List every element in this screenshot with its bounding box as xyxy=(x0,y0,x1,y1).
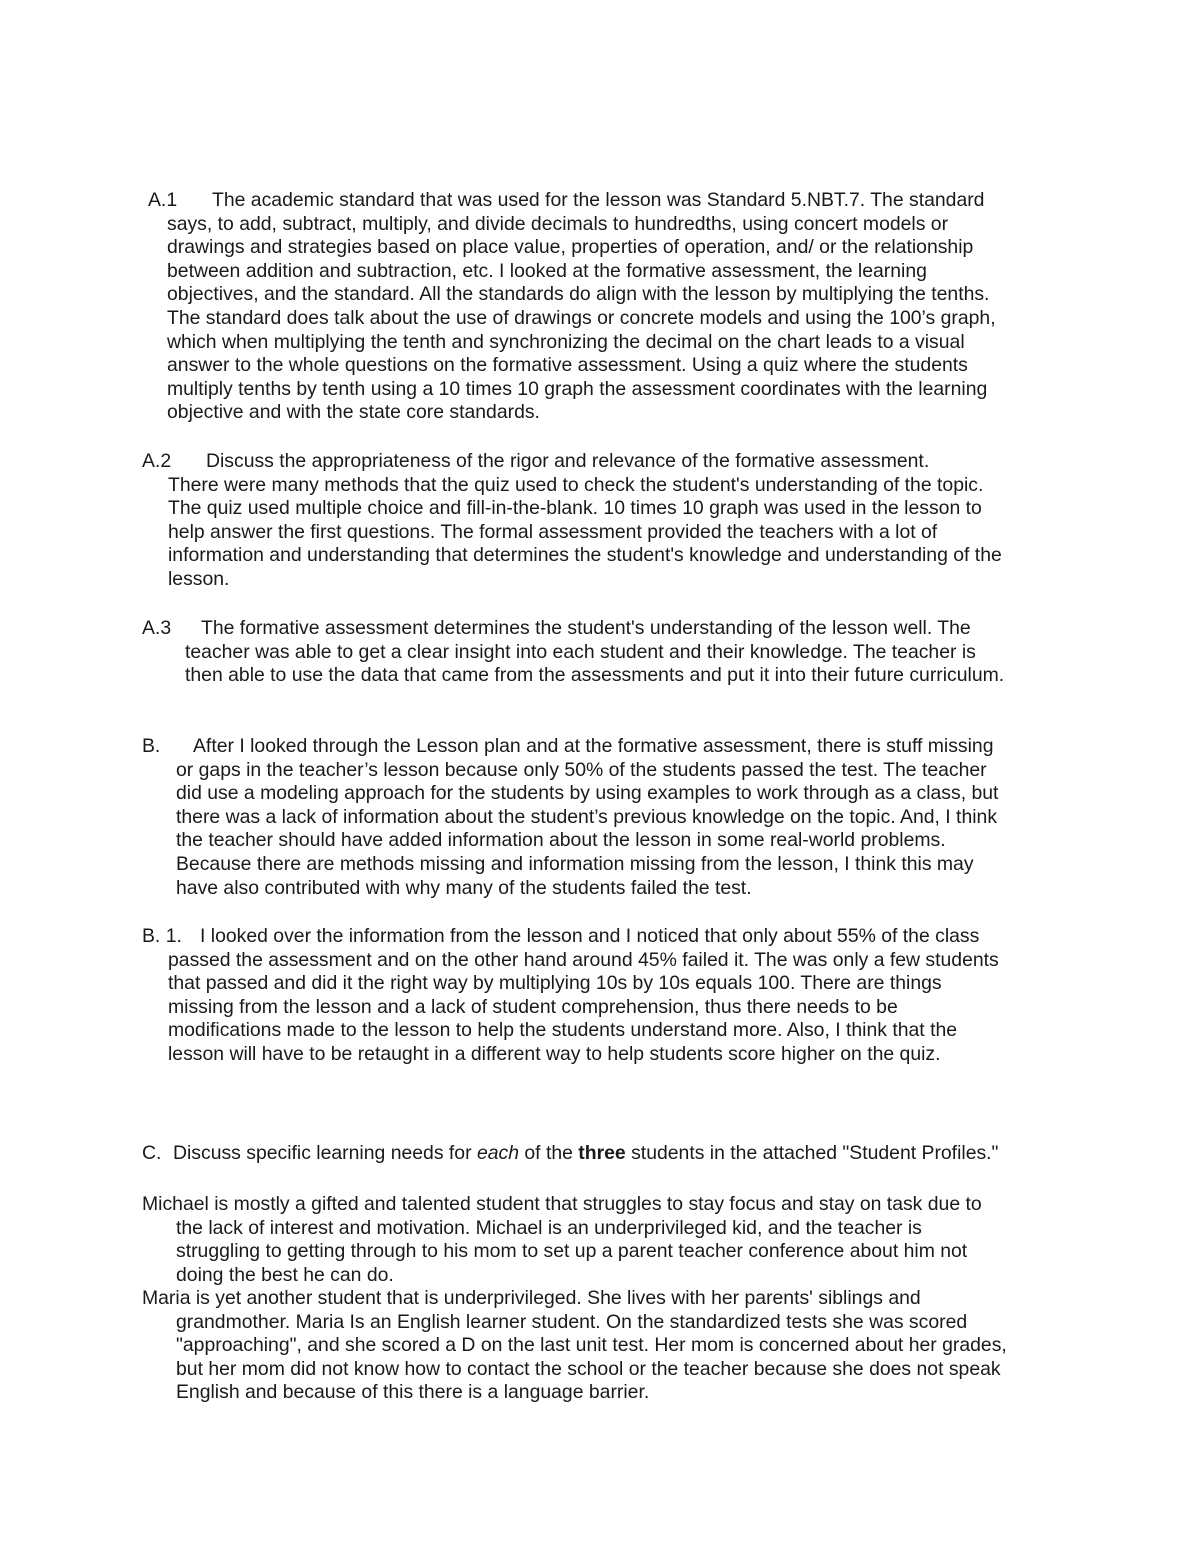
section-a2-line: help answer the first questions. The formal assessment provided the teachers with a lot of xyxy=(168,520,938,543)
section-b1-line: modifications made to the lesson to help the students understand more. Also, I think that the xyxy=(168,1019,958,1042)
section-c-label: C. xyxy=(142,1142,162,1164)
section-c-three: three xyxy=(578,1142,626,1164)
section-b1-line: that passed and did it the right way by multiplying 10s by 10s equals 100. There are things xyxy=(168,972,942,995)
section-a2-line: The quiz used multiple choice and fill-in-the-blank. 10 times 10 graph was used in the lesson to xyxy=(168,497,982,520)
section-a3 xyxy=(142,617,1004,688)
section-b xyxy=(142,735,998,900)
section-c-text-3: students in the attached "Student Profiles." xyxy=(625,1142,999,1164)
section-b-text: After I looked through the Lesson plan and at the formative assessment, there is stuff missing xyxy=(193,735,994,757)
section-b1-line: missing from the lesson and a lack of student comprehension, thus there needs to be xyxy=(168,995,898,1018)
section-a3-line: teacher was able to get a clear insight into each student and their knowledge. The teacher is xyxy=(185,640,976,663)
section-b1-line: passed the assessment and on the other hand around 45% failed it. The was only a few students xyxy=(168,948,999,971)
section-a3-line: then able to use the data that came from the assessments and put it into their future curriculum. xyxy=(185,664,1005,687)
section-b-line: did use a modeling approach for the students by using examples to work through as a class, but xyxy=(176,782,999,805)
section-a2-line-1 xyxy=(142,450,1002,474)
section-a3-line-1 xyxy=(142,617,1004,641)
section-a1-line-1 xyxy=(148,189,996,213)
section-a1-line: answer to the whole questions on the formative assessment. Using a quiz where the students xyxy=(167,354,968,377)
section-b-line: have also contributed with why many of the students failed the test. xyxy=(176,876,752,899)
section-a2-line: lesson. xyxy=(168,567,230,590)
section-a1-line: drawings and strategies based on place value, properties of operation, and/ or the relationship xyxy=(167,236,974,259)
student-michael-line: the lack of interest and motivation. Michael is an underprivileged kid, and the teacher is xyxy=(176,1216,922,1239)
section-b1-label: B. 1. xyxy=(142,925,182,947)
section-a2-label: A.2 xyxy=(142,450,172,472)
section-b1-text: I looked over the information from the lesson and I noticed that only about 55% of the class xyxy=(200,925,980,947)
student-maria xyxy=(142,1287,1007,1405)
section-a1-label: A.1 xyxy=(148,189,178,211)
section-c-text-1: Discuss specific learning needs for xyxy=(173,1142,477,1164)
student-michael-line: doing the best he can do. xyxy=(176,1263,394,1286)
section-b-label: B. xyxy=(142,735,161,757)
section-c-each: each xyxy=(476,1142,519,1164)
section-b-line: the teacher should have added information about the lesson in some real-world problems. xyxy=(176,829,946,852)
section-a1-line: says, to add, subtract, multiply, and divide decimals to hundredths, using concert models or xyxy=(167,212,949,235)
section-b-line: there was a lack of information about the student’s previous knowledge on the topic. And, I think xyxy=(176,805,998,828)
section-a1-line: which when multiplying the tenth and synchronizing the decimal on the chart leads to a visual xyxy=(167,330,965,353)
section-a1-line: The standard does talk about the use of drawings or concrete models and using the 100’s graph, xyxy=(167,306,996,329)
section-b-line: Because there are methods missing and information missing from the lesson, I think this may xyxy=(176,852,974,875)
section-a2-text: Discuss the appropriateness of the rigor and relevance of the formative assessment. xyxy=(206,450,930,472)
student-maria-line: but her mom did not know how to contact the school or the teacher because she does not speak xyxy=(176,1357,1001,1380)
section-b1-line: lesson will have to be retaught in a different way to help students score higher on the quiz. xyxy=(168,1042,941,1065)
section-a3-text: The formative assessment determines the student's understanding of the lesson well. The xyxy=(201,617,971,639)
section-c xyxy=(142,1142,998,1166)
student-michael xyxy=(142,1193,982,1287)
section-c-line xyxy=(142,1142,998,1166)
section-a1-line: objectives, and the standard. All the standards do align with the lesson by multiplying the tenths. xyxy=(167,283,990,306)
section-a1-text: The academic standard that was used for the lesson was Standard 5.NBT.7. The standard xyxy=(212,189,985,211)
section-a3-label: A.3 xyxy=(142,617,172,639)
student-michael-line: struggling to getting through to his mom to set up a parent teacher conference about him not xyxy=(176,1240,968,1263)
section-b-line: or gaps in the teacher’s lesson because only 50% of the students passed the test. The teacher xyxy=(176,758,987,781)
section-c-text-2: of the xyxy=(519,1142,579,1164)
section-a1-line: between addition and subtraction, etc. I looked at the formative assessment, the learning xyxy=(167,259,927,282)
section-a1-line: objective and with the state core standards. xyxy=(167,401,540,424)
section-a2-line: There were many methods that the quiz used to check the student's understanding of the topic. xyxy=(168,473,984,496)
section-a2 xyxy=(142,450,1002,592)
student-maria-line: "approaching", and she scored a D on the last unit test. Her mom is concerned about her grades, xyxy=(176,1334,1007,1357)
section-b-line-1 xyxy=(142,735,998,759)
student-maria-line: Maria is yet another student that is underprivileged. She lives with her parents' siblings and xyxy=(142,1287,921,1309)
section-b1-line-1 xyxy=(142,925,999,949)
section-a1 xyxy=(148,189,996,425)
student-maria-line: grandmother. Maria Is an English learner student. On the standardized tests she was scored xyxy=(176,1310,968,1333)
student-maria-line: English and because of this there is a language barrier. xyxy=(176,1381,650,1404)
student-michael-line: Michael is mostly a gifted and talented student that struggles to stay focus and stay on task due to xyxy=(142,1193,982,1215)
section-a2-line: information and understanding that determines the student's knowledge and understanding of the xyxy=(168,544,1002,567)
section-a1-line: multiply tenths by tenth using a 10 times 10 graph the assessment coordinates with the learning xyxy=(167,377,988,400)
section-b1 xyxy=(142,925,999,1067)
